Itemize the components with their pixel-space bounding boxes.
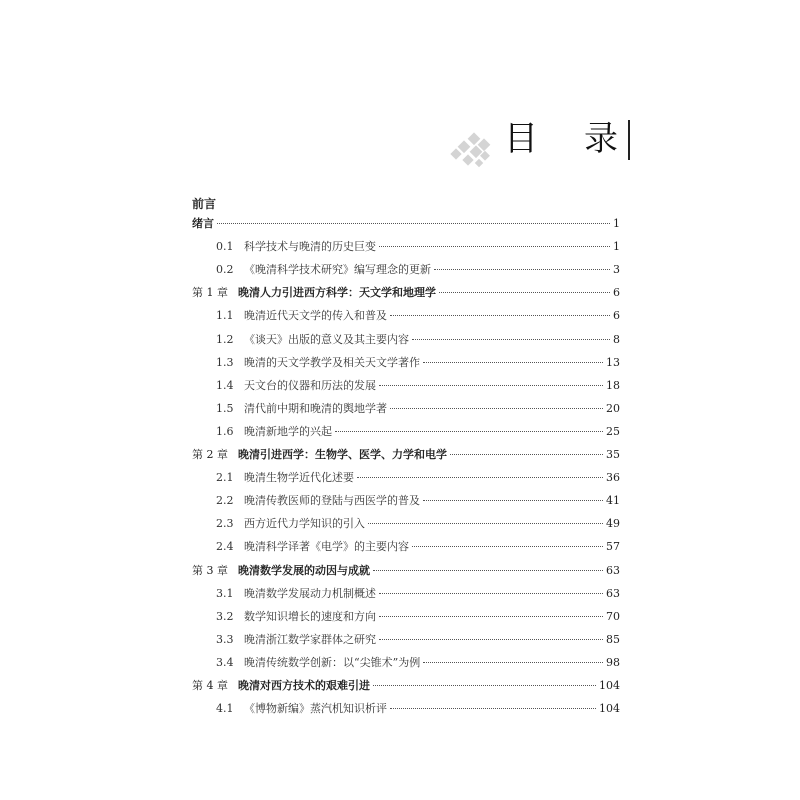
section-title: 《晚清科学技术研究》编写理念的更新 <box>244 263 431 277</box>
page-number: 49 <box>606 517 620 531</box>
toc-section-row <box>192 355 620 371</box>
section-number: 1.1 <box>216 309 234 323</box>
toc-section-row <box>192 493 620 509</box>
page-number: 25 <box>606 424 620 438</box>
chapter-title: 晚清人力引进西方科学：天文学和地理学 <box>238 286 436 300</box>
dot-leader <box>379 638 603 640</box>
toc-section-row <box>192 632 620 648</box>
dot-leader <box>434 268 610 270</box>
page-number: 63 <box>606 563 620 577</box>
section-number: 0.2 <box>216 263 234 277</box>
section-title: 晚清浙江数学家群体之研究 <box>244 632 376 646</box>
title-char-2: 录 <box>584 119 618 159</box>
page-number: 36 <box>606 471 620 485</box>
toc-chapter-row <box>192 447 620 463</box>
page-number: 13 <box>606 355 620 369</box>
page-number: 8 <box>613 332 620 346</box>
dot-leader <box>390 407 603 409</box>
dot-leader <box>423 361 603 363</box>
toc-title <box>448 118 628 178</box>
dot-leader <box>412 338 610 340</box>
title-rule <box>628 120 630 160</box>
chapter-title: 绪言 <box>192 217 214 230</box>
chapter-number: 第 1 章 <box>192 286 228 300</box>
toc-section-row <box>192 539 620 555</box>
title-char-1: 目 <box>504 119 538 159</box>
section-number: 2.1 <box>216 471 234 485</box>
toc-section-row <box>192 332 620 348</box>
section-number: 1.3 <box>216 355 234 369</box>
toc-chapter-row <box>192 216 620 232</box>
section-number: 4.1 <box>216 702 234 716</box>
toc-section-row <box>192 586 620 602</box>
page-number: 6 <box>613 286 620 300</box>
dot-leader <box>439 291 610 293</box>
toc-section-row <box>192 378 620 394</box>
section-number: 1.2 <box>216 332 234 346</box>
page-number: 104 <box>599 702 620 716</box>
section-number: 3.4 <box>216 655 234 669</box>
dot-leader <box>390 707 596 709</box>
section-title: 晚清传统数学创新：以“尖锥术”为例 <box>244 655 421 669</box>
dot-leader <box>373 684 596 686</box>
page-number: 104 <box>599 679 620 692</box>
toc-section-row <box>192 401 620 417</box>
chapter-number: 第 4 章 <box>192 679 228 692</box>
section-title: 科学技术与晚清的历史巨变 <box>244 240 376 254</box>
page-number: 98 <box>606 655 620 669</box>
chapter-title: 晚清数学发展的动因与成就 <box>238 563 370 577</box>
page-number: 85 <box>606 632 620 646</box>
section-title: 数学知识增长的速度和方向 <box>244 609 376 623</box>
dot-leader <box>379 615 603 617</box>
section-number: 1.4 <box>216 378 234 392</box>
section-number: 2.3 <box>216 517 234 531</box>
page-number: 63 <box>606 586 620 600</box>
dot-leader <box>373 569 603 571</box>
section-title: 晚清新地学的兴起 <box>244 424 332 438</box>
section-title: 晚清科学译著《电学》的主要内容 <box>244 540 409 554</box>
page-number: 41 <box>606 494 620 508</box>
dot-leader <box>390 314 610 316</box>
chapter-number: 第 2 章 <box>192 448 228 461</box>
section-title: 晚清的天文学教学及相关天文学著作 <box>244 355 420 369</box>
section-number: 2.2 <box>216 494 234 508</box>
toc-chapter-row <box>192 285 620 301</box>
toc-section-row <box>192 470 620 486</box>
section-number: 1.6 <box>216 424 234 438</box>
page-number: 6 <box>613 309 620 323</box>
dot-leader <box>423 661 603 663</box>
dot-leader <box>379 592 603 594</box>
section-title: 晚清传教医师的登陆与西医学的普及 <box>244 494 420 508</box>
toc-section-row <box>192 609 620 625</box>
toc-section-row <box>192 701 620 717</box>
page-number: 20 <box>606 401 620 415</box>
toc-section-row <box>192 308 620 324</box>
section-title: 晚清近代天文学的传入和普及 <box>244 309 387 323</box>
dot-leader <box>450 453 603 455</box>
dot-leader <box>379 245 610 247</box>
section-number: 3.1 <box>216 586 234 600</box>
page-number: 57 <box>606 540 620 554</box>
section-title: 天文台的仪器和历法的发展 <box>244 378 376 392</box>
section-number: 3.3 <box>216 632 234 646</box>
dot-leader <box>379 384 603 386</box>
toc-section-row <box>192 424 620 440</box>
section-title: 晚清数学发展动力机制概述 <box>244 586 376 600</box>
preface-heading: 前言 <box>192 197 217 211</box>
section-number: 0.1 <box>216 240 234 254</box>
section-title: 西方近代力学知识的引入 <box>244 517 365 531</box>
section-title: 《博物新编》蒸汽机知识析评 <box>244 702 387 716</box>
chapter-title: 晚清引进西学：生物学、医学、力学和电学 <box>238 448 447 461</box>
decorative-dots-icon <box>448 132 498 172</box>
section-number: 2.4 <box>216 540 234 554</box>
section-title: 晚清生物学近代化述要 <box>244 471 354 485</box>
toc-section-row <box>192 239 620 255</box>
section-title: 《谈天》出版的意义及其主要内容 <box>244 332 409 346</box>
page-number: 35 <box>606 448 620 461</box>
toc-section-row <box>192 655 620 671</box>
dot-leader <box>368 522 603 524</box>
page-number: 1 <box>613 240 620 254</box>
section-number: 3.2 <box>216 609 234 623</box>
toc-section-row <box>192 262 620 278</box>
dot-leader <box>412 545 603 547</box>
section-number: 1.5 <box>216 401 234 415</box>
page-number: 18 <box>606 378 620 392</box>
dot-leader <box>335 430 603 432</box>
page-number: 70 <box>606 609 620 623</box>
toc-chapter-row <box>192 563 620 579</box>
page-number: 1 <box>613 217 620 230</box>
chapter-title: 晚清对西方技术的艰难引进 <box>238 679 370 692</box>
page-number: 3 <box>613 263 620 277</box>
dot-leader <box>423 499 603 501</box>
chapter-number: 第 3 章 <box>192 563 228 577</box>
dot-leader <box>357 476 603 478</box>
section-title: 清代前中期和晚清的舆地学著 <box>244 401 387 415</box>
toc-section-row <box>192 516 620 532</box>
toc-chapter-row <box>192 678 620 694</box>
dot-leader <box>217 222 610 224</box>
